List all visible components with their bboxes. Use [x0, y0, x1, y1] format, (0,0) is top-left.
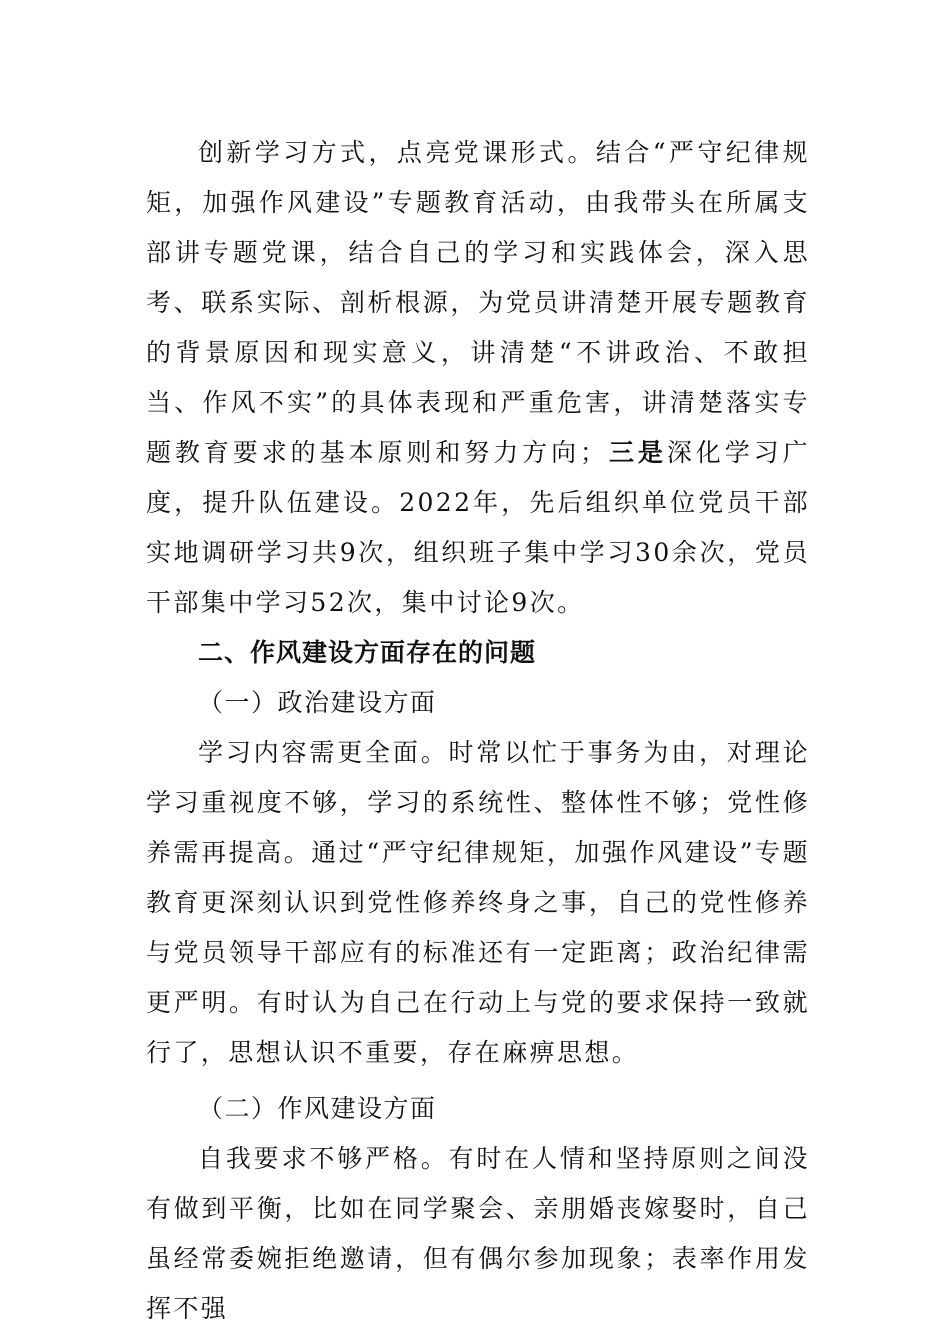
bold-marker: 三是: [607, 438, 667, 467]
paragraph-political-issues: 学习内容需更全面。时常以忙于事务为由，对理论学习重视度不够，学习的系统性、整体性不够；党性修养需再提高。通过“严守纪律规矩，加强作风建设”专题教育更深刻认识到党性修养终身之事，自己的党性修养与党员领导干部应有的标准还有一定距离；政治纪律需更严明。有时认为自己在行动上与党的要求保持一致就行了，思想认识不重要，存在麻痹思想。: [146, 738, 810, 1067]
paragraph-style-issues: 自我要求不够严格。有时在人情和坚持原则之间没有做到平衡，比如在同学聚会、亲朋婚丧嫁娶时，自己虽经常委婉拒绝邀请，但有偶尔参加现象；表率作用发挥不强: [146, 1144, 810, 1323]
subsection-heading-style: （二）作风建设方面: [198, 1094, 437, 1123]
paragraph-text: 创新学习方式，点亮党课形式。结合“严守纪律规矩，加强作风建设”专题教育活动，由我带头在所属支部讲专题党课，结合自己的学习和实践体会，深入思考、联系实际、剖析根源，为党员讲清楚开展专题教育的背景原因和现实意义，讲清楚“不讲政治、不敢担当、作风不实”的具体表现和严重危害，讲清楚落实专题教育要求的基本原则和努力方向；: [146, 138, 810, 467]
section-heading: 二、作风建设方面存在的问题: [198, 638, 537, 667]
paragraph-text: 深化学习广度，提升队伍建设。2022年，先后组织单位党员干部实地调研学习共9次，组织班子集中学习30余次，党员干部集中学习52次，集中讨论9次。: [146, 438, 810, 617]
document-body: [146, 128, 810, 1334]
paragraph-learning-methods: [146, 128, 810, 628]
subsection-heading-political: （一）政治建设方面: [198, 688, 437, 717]
